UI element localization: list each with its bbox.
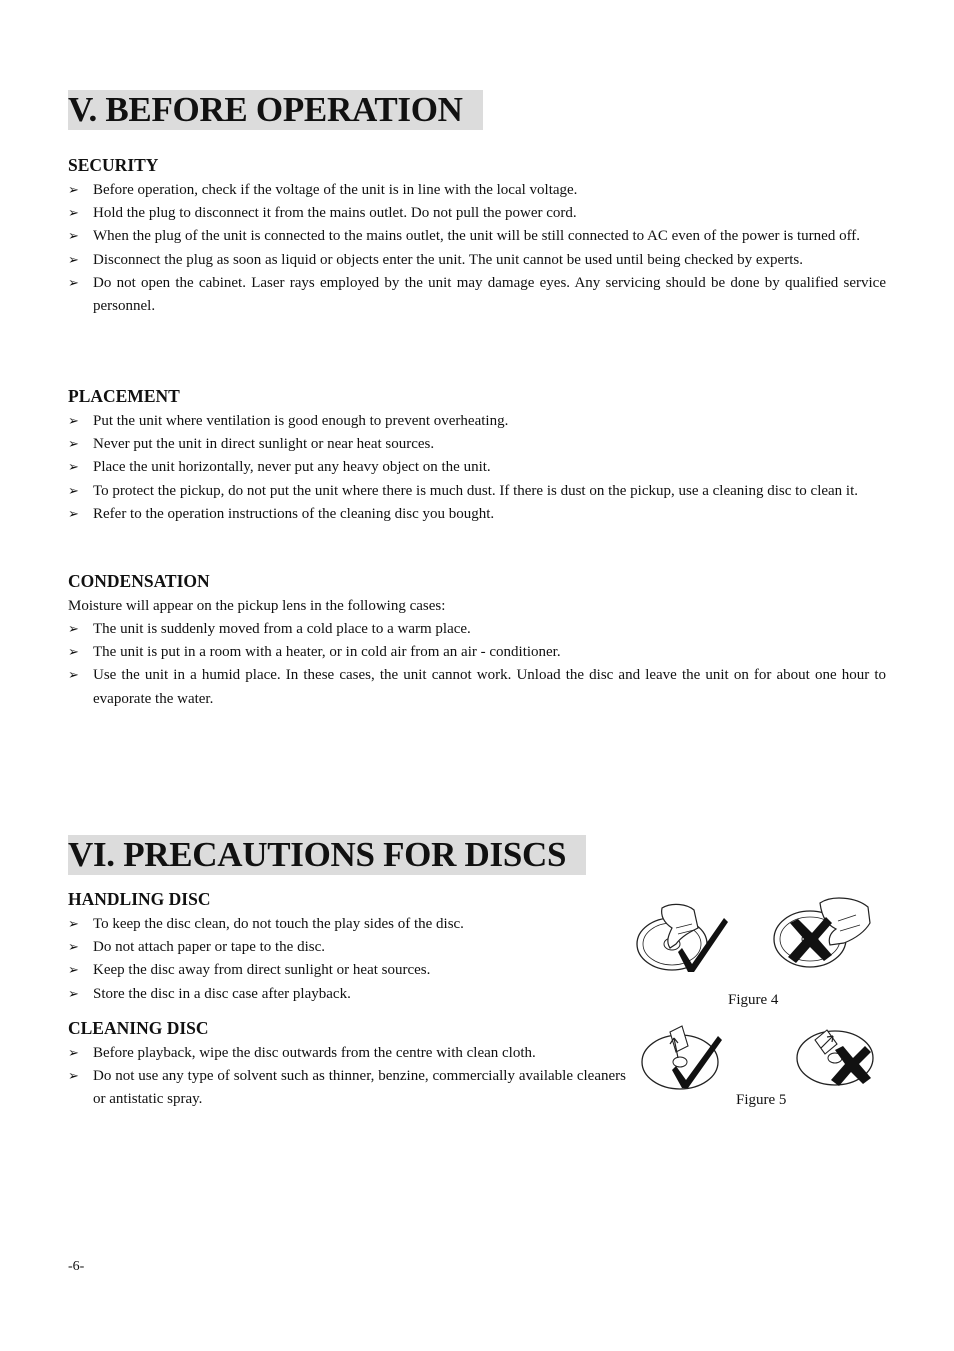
arrow-bullet-icon: ➢ [68,414,79,429]
section-heading-cleaning-disc: CLEANING DISC [68,1018,209,1038]
list-item: ➢ Do not use any type of solvent such as thinner, benzine, commercially available cleaners or antistatic spray. [68,1065,626,1111]
list-item: ➢ Never put the unit in direct sunlight or near heat sources. [68,433,886,456]
section-heading-condensation: CONDENSATION [68,571,210,591]
section-heading-handling-disc: HANDLING DISC [68,889,211,909]
arrow-bullet-icon: ➢ [68,506,79,522]
disc-clean-correct-illustration [640,1022,728,1092]
section-heading-security: SECURITY [68,155,159,175]
chapter-title-before-operation: V. BEFORE OPERATION [68,90,483,130]
security-list [68,179,886,318]
list-item: ➢ Hold the plug to disconnect it from the mains outlet. Do not pull the power cord. [68,202,886,225]
disc-hold-correct-illustration [632,898,732,976]
list-item: ➢ Use the unit in a humid place. In these cases, the unit cannot work. Unload the disc and leave the unit on for about one hour to evaporate the water. [68,664,886,710]
figure5-caption: Figure 5 [736,1092,787,1108]
list-item: ➢ Before operation, check if the voltage of the unit is in line with the local voltage. [68,179,886,202]
arrow-bullet-icon: ➢ [68,622,79,637]
arrow-bullet-icon: ➢ [68,460,79,476]
chapter-title-precautions: VI. PRECAUTIONS FOR DISCS [68,835,586,875]
list-item: ➢ Store the disc in a disc case after playback. [68,983,626,1006]
arrow-bullet-icon: ➢ [68,645,79,661]
list-item: ➢ The unit is suddenly moved from a cold place to a warm place. [68,618,886,641]
placement-list [68,410,886,526]
cleaning-list [68,1042,626,1112]
list-item: ➢ When the plug of the unit is connected to the mains outlet, the unit will be still connected to AC even of the power is turned off. [68,225,886,248]
arrow-bullet-icon: ➢ [68,1069,79,1085]
disc-clean-wrong-illustration [793,1026,879,1092]
list-item: ➢ Do not attach paper or tape to the disc. [68,936,626,959]
arrow-bullet-icon: ➢ [68,940,79,956]
list-item: ➢ Place the unit horizontally, never put any heavy object on the unit. [68,456,886,479]
list-item: ➢ The unit is put in a room with a heater, or in cold air from an air - conditioner. [68,641,886,664]
arrow-bullet-icon: ➢ [68,986,79,1002]
condensation-intro: Moisture will appear on the pickup lens in the following cases: [68,598,446,614]
cross-mark-icon [831,1046,871,1086]
list-item: ➢ To protect the pickup, do not put the unit where there is much dust. If there is dust on the pickup, use a cleaning disc to clean it. [68,480,886,503]
list-item: ➢ Disconnect the plug as soon as liquid or objects enter the unit. The unit cannot be used until being checked by experts. [68,249,886,272]
arrow-bullet-icon: ➢ [68,275,79,291]
arrow-bullet-icon: ➢ [68,206,79,222]
arrow-bullet-icon: ➢ [68,229,79,245]
arrow-bullet-icon: ➢ [68,183,79,198]
list-item: ➢ Refer to the operation instructions of the cleaning disc you bought. [68,503,886,526]
condensation-list [68,618,886,711]
arrow-bullet-icon: ➢ [68,917,79,932]
arrow-bullet-icon: ➢ [68,963,79,979]
arrow-bullet-icon: ➢ [68,252,79,268]
list-item: ➢ Keep the disc away from direct sunlight or heat sources. [68,959,626,982]
arrow-bullet-icon: ➢ [68,483,79,499]
arrow-bullet-icon: ➢ [68,1046,79,1061]
list-item: ➢ Put the unit where ventilation is good enough to prevent overheating. [68,410,886,433]
figure4-caption: Figure 4 [728,992,779,1008]
list-item: ➢ To keep the disc clean, do not touch the play sides of the disc. [68,913,626,936]
section-heading-placement: PLACEMENT [68,386,180,406]
cross-mark-icon [788,917,832,963]
arrow-bullet-icon: ➢ [68,437,79,453]
list-item: ➢ Do not open the cabinet. Laser rays employed by the unit may damage eyes. Any servicing should be done by qualified service personnel. [68,272,886,318]
arrow-bullet-icon: ➢ [68,668,79,684]
handling-list [68,913,626,1006]
disc-hold-wrong-illustration [768,893,878,973]
page-number: -6- [68,1259,85,1274]
list-item: ➢ Before playback, wipe the disc outwards from the centre with clean cloth. [68,1042,626,1065]
